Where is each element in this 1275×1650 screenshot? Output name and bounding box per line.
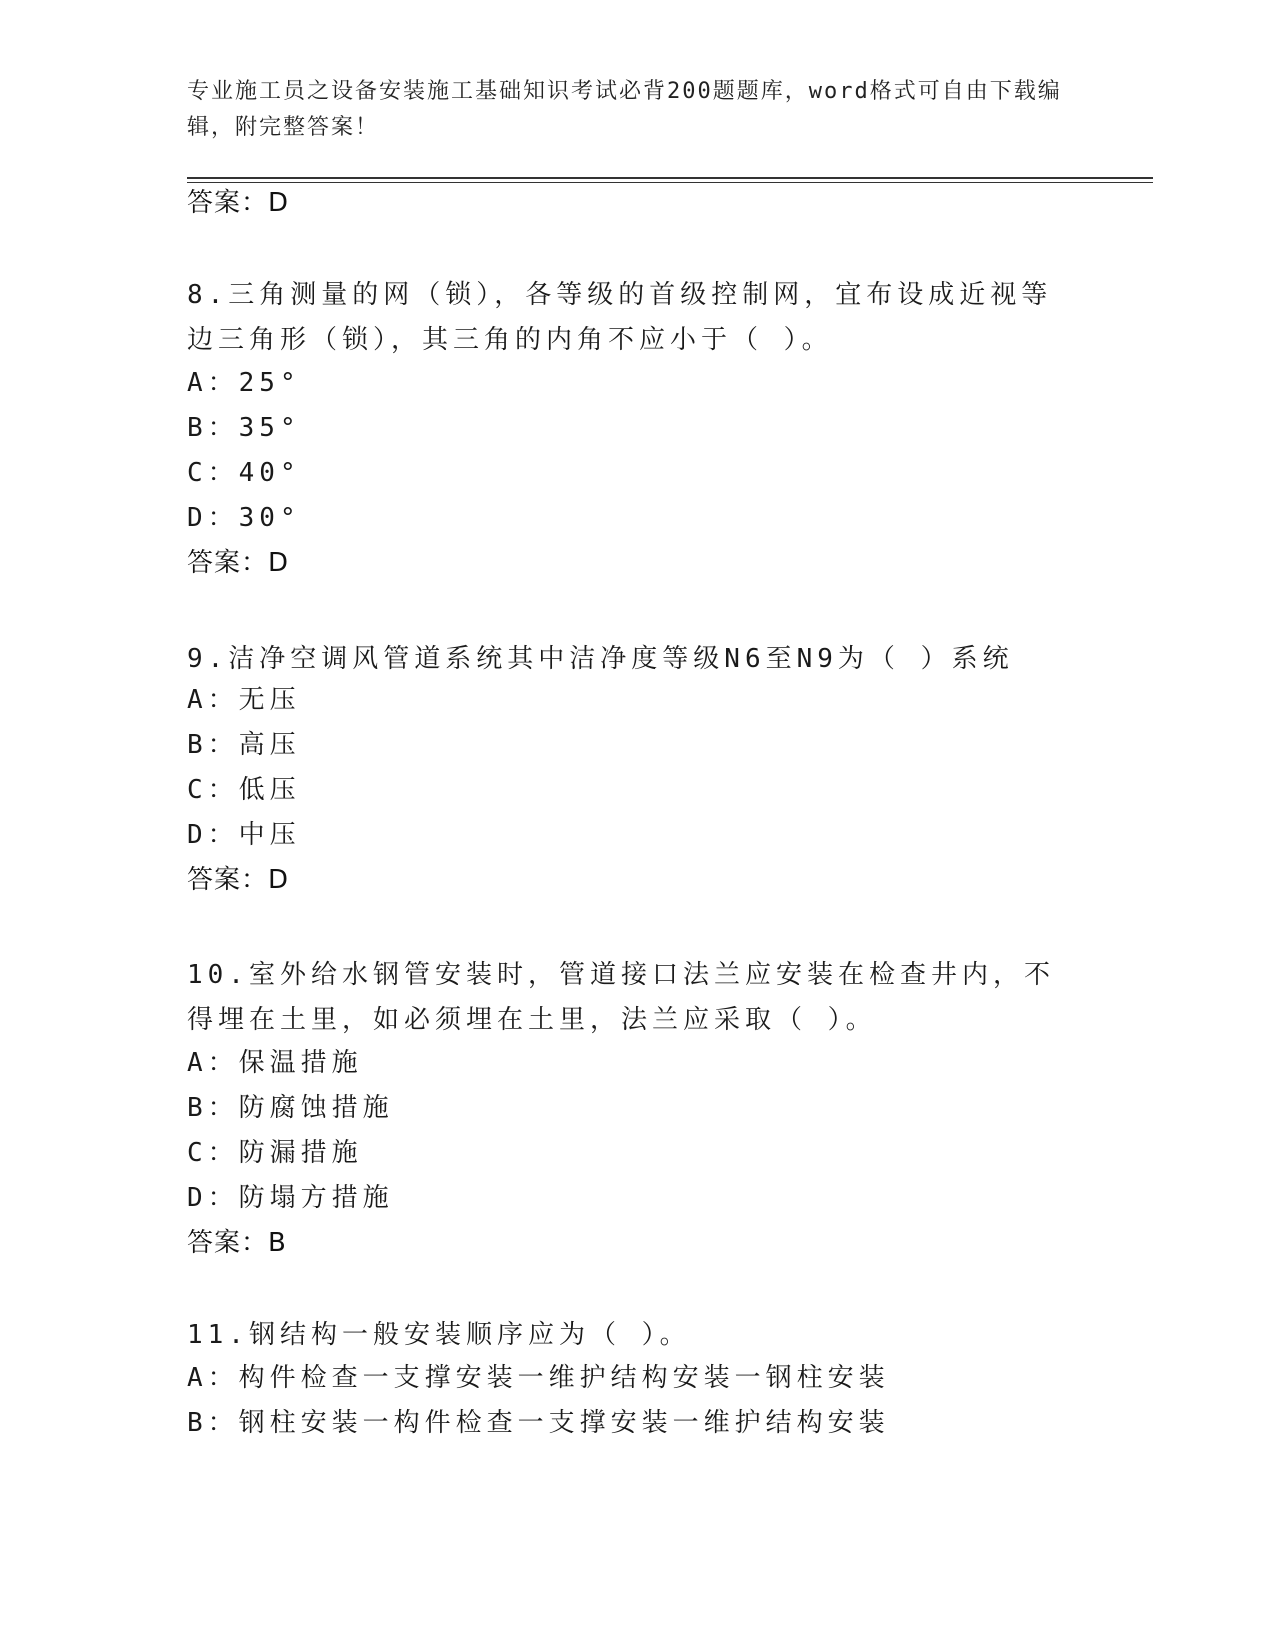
option-d: D：防塌方措施 bbox=[187, 1183, 394, 1213]
question-stem: 9.洁净空调风管道系统其中洁净度等级N6至N9为（ ）系统 bbox=[187, 644, 1014, 674]
question-stem: 10.室外给水钢管安装时，管道接口法兰应安装在检查井内，不得埋在土里，如必须埋在土里，法兰应采取（ ）。 bbox=[187, 960, 1055, 1035]
question-stem: 11.钢结构一般安装顺序应为（ ）。 bbox=[187, 1320, 691, 1350]
option-d: D：中压 bbox=[187, 820, 301, 850]
option-c: C：防漏措施 bbox=[187, 1138, 363, 1168]
option-c: C：40° bbox=[187, 458, 301, 488]
answer: 答案：D bbox=[187, 548, 290, 578]
option-b: B：钢柱安装一构件检查一支撑安装一维护结构安装 bbox=[187, 1408, 890, 1438]
option-a: A：保温措施 bbox=[187, 1048, 363, 1078]
answer-prev: 答案：D bbox=[187, 188, 290, 218]
header-divider-thin bbox=[187, 182, 1153, 183]
document-header: 专业施工员之设备安装施工基础知识考试必背200题题库，word格式可自由下载编辑，附完整答案！ bbox=[187, 79, 1062, 140]
option-b: B：高压 bbox=[187, 730, 301, 760]
option-c: C：低压 bbox=[187, 775, 301, 805]
answer: 答案：B bbox=[187, 1228, 287, 1258]
option-d: D：30° bbox=[187, 503, 301, 533]
option-b: B：防腐蚀措施 bbox=[187, 1093, 394, 1123]
option-a: A：25° bbox=[187, 368, 301, 398]
option-a: A：构件检查一支撑安装一维护结构安装一钢柱安装 bbox=[187, 1363, 890, 1393]
header-divider-thick bbox=[187, 177, 1153, 179]
question-stem: 8.三角测量的网（锁），各等级的首级控制网，宜布设成近视等边三角形（锁），其三角的内角不应小于（ ）。 bbox=[187, 280, 1053, 355]
option-a: A：无压 bbox=[187, 685, 301, 715]
answer: 答案：D bbox=[187, 865, 290, 895]
option-b: B：35° bbox=[187, 413, 301, 443]
